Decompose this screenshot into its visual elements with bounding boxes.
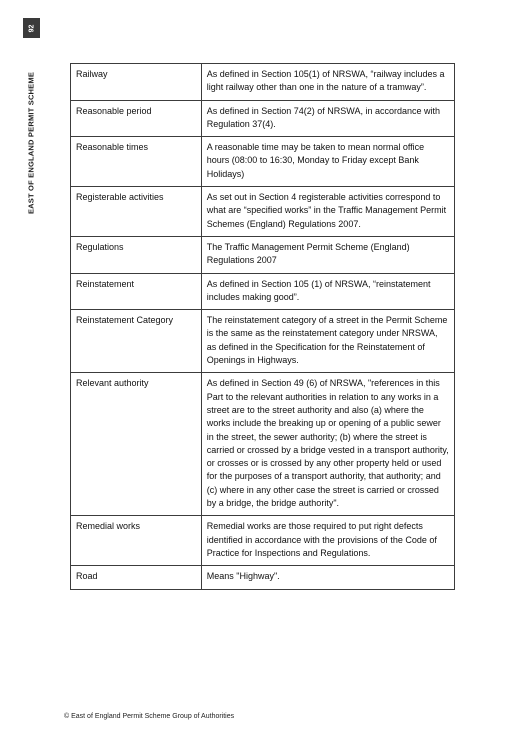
definition-cell: The Traffic Management Permit Scheme (England) Regulations 2007 [201, 236, 454, 273]
table-row [71, 137, 455, 187]
footer-copyright: © East of England Permit Scheme Group of Authorities [64, 713, 235, 720]
table-row [71, 373, 455, 516]
term-cell: Railway [71, 64, 202, 101]
definition-cell: As defined in Section 74(2) of NRSWA, in accordance with Regulation 37(4). [201, 100, 454, 137]
term-cell: Reasonable times [71, 137, 202, 187]
table-row [71, 516, 455, 566]
definition-cell: The reinstatement category of a street in the Permit Scheme is the same as the reinstatement category under NRSWA, as defined in the Specification for the Reinstatement of Openings in Highways. [201, 310, 454, 373]
table-row [71, 100, 455, 137]
definition-cell: As defined in Section 105 (1) of NRSWA, “reinstatement includes making good”. [201, 273, 454, 310]
term-cell: Relevant authority [71, 373, 202, 516]
table-row [71, 236, 455, 273]
definition-cell: Means "Highway". [201, 566, 454, 589]
table-row [71, 566, 455, 589]
term-cell: Reinstatement Category [71, 310, 202, 373]
term-cell: Road [71, 566, 202, 589]
definitions-table-body [71, 64, 455, 590]
table-row [71, 273, 455, 310]
definition-cell: Remedial works are those required to put right defects identified in accordance with the provisions of the Code of Practice for Inspections and Regulations. [201, 516, 454, 566]
term-cell: Regulations [71, 236, 202, 273]
page-number-tab [23, 18, 40, 38]
term-cell: Remedial works [71, 516, 202, 566]
term-cell: Reasonable period [71, 100, 202, 137]
table-row [71, 187, 455, 237]
term-cell: Registerable activities [71, 187, 202, 237]
definition-cell: As set out in Section 4 registerable activities correspond to what are “specified works” in the Traffic Management Permit Schemes (England) Regulations 2007. [201, 187, 454, 237]
definition-cell: A reasonable time may be taken to mean normal office hours (08:00 to 16:30, Monday to Friday except Bank Holidays) [201, 137, 454, 187]
definition-cell: As defined in Section 49 (6) of NRSWA, "references in this Part to the relevant authorities in relation to any works in a street are to the street authority and also (a) where the works include the breaking up or opening of a public sewer in the street, the sewer authority; (b) where the street is carried or crossed by a bridge vested in a transport authority, or crosses or is crossed by any other property held or used for the purposes of a transport authority, that authority; and (c) where in any other case the street is carried or crossed by a bridge, the bridge authority". [201, 373, 454, 516]
page-number: 92 [27, 24, 35, 32]
table-row [71, 64, 455, 101]
side-title: EAST OF ENGLAND PERMIT SCHEME [26, 71, 36, 215]
term-cell: Reinstatement [71, 273, 202, 310]
definitions-table [70, 63, 455, 590]
table-row [71, 310, 455, 373]
definition-cell: As defined in Section 105(1) of NRSWA, “railway includes a light railway other than one in the nature of a tramway”. [201, 64, 454, 101]
